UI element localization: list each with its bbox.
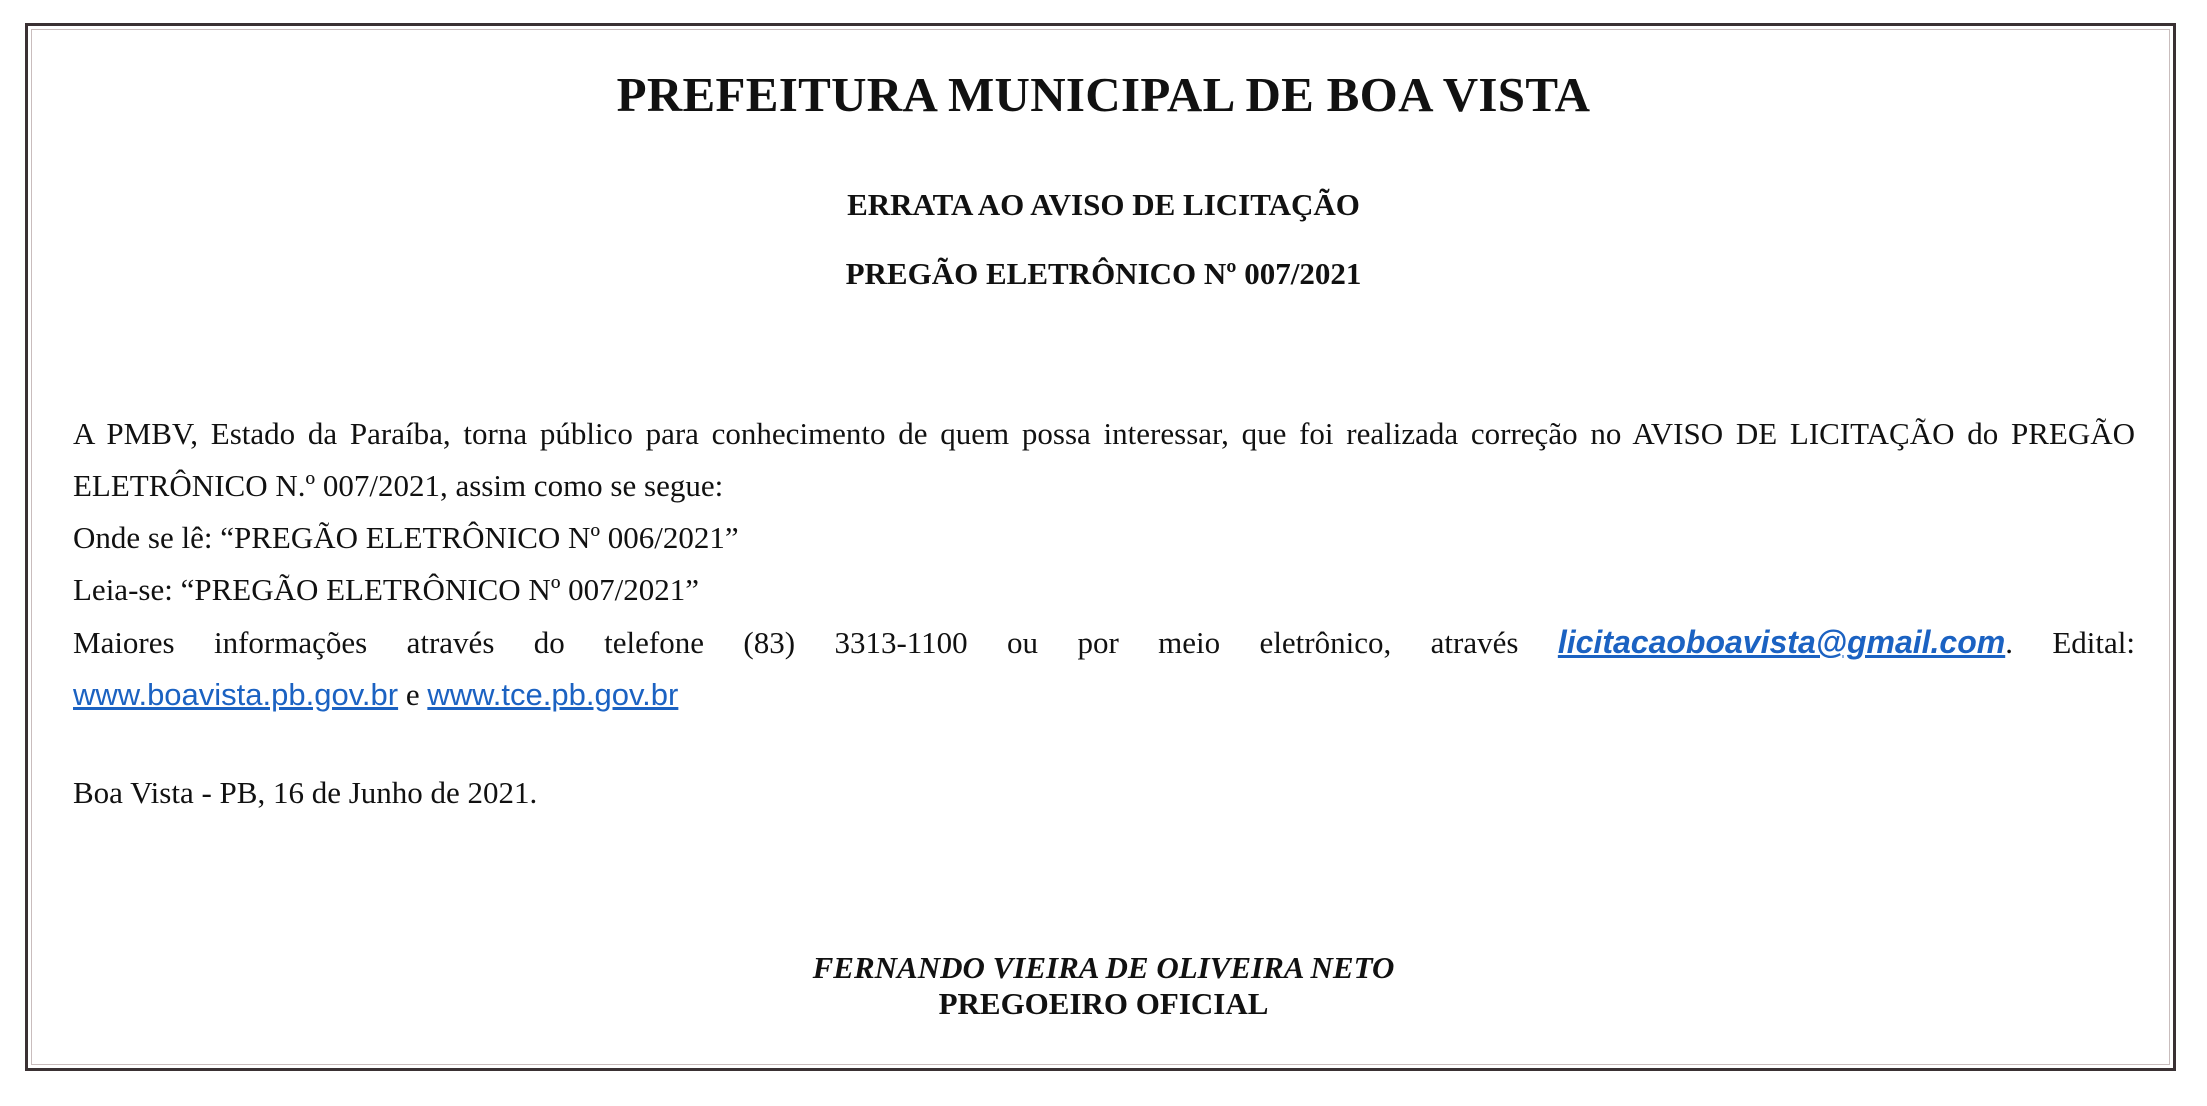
- conjunction-text: e: [398, 677, 428, 712]
- leia-se-line: Leia-se: “PREGÃO ELETRÔNICO Nº 007/2021”: [73, 572, 700, 607]
- page-title: PREFEITURA MUNICIPAL DE BOA VISTA: [616, 67, 1591, 122]
- date-line: Boa Vista - PB, 16 de Junho de 2021.: [73, 775, 538, 810]
- onde-se-le-line: Onde se lê: “PREGÃO ELETRÔNICO Nº 006/2021”: [73, 520, 739, 555]
- signature-block: [0, 950, 2207, 1022]
- signer-role: PREGOEIRO OFICIAL: [938, 986, 1269, 1021]
- document-subtitle-pregao: PREGÃO ELETRÔNICO Nº 007/2021: [845, 256, 1362, 291]
- document-body: [73, 408, 2135, 721]
- info-text: Maiores informações através do telefone (83) 3313-1100 ou por meio eletrônico, através: [73, 625, 1519, 660]
- edital-label: . Edital:: [2005, 625, 2136, 660]
- document-subtitle-errata: ERRATA AO AVISO DE LICITAÇÃO: [847, 187, 1360, 222]
- signer-name: FERNANDO VIEIRA DE OLIVEIRA NETO: [812, 950, 1395, 985]
- email-link[interactable]: licitacaoboavista@gmail.com: [1557, 624, 2006, 660]
- intro-paragraph: A PMBV, Estado da Paraíba, torna público para conhecimento de quem possa interessar, que foi realizada correção no AVISO DE LICITAÇÃO do PREGÃO ELETRÔNICO N.º 007/2021, assim como se segue:: [73, 416, 2135, 503]
- boavista-site-link[interactable]: www.boavista.pb.gov.br: [73, 677, 399, 712]
- info-paragraph: [73, 616, 2135, 669]
- links-line: [73, 669, 2135, 721]
- tce-site-link[interactable]: www.tce.pb.gov.br: [427, 677, 679, 712]
